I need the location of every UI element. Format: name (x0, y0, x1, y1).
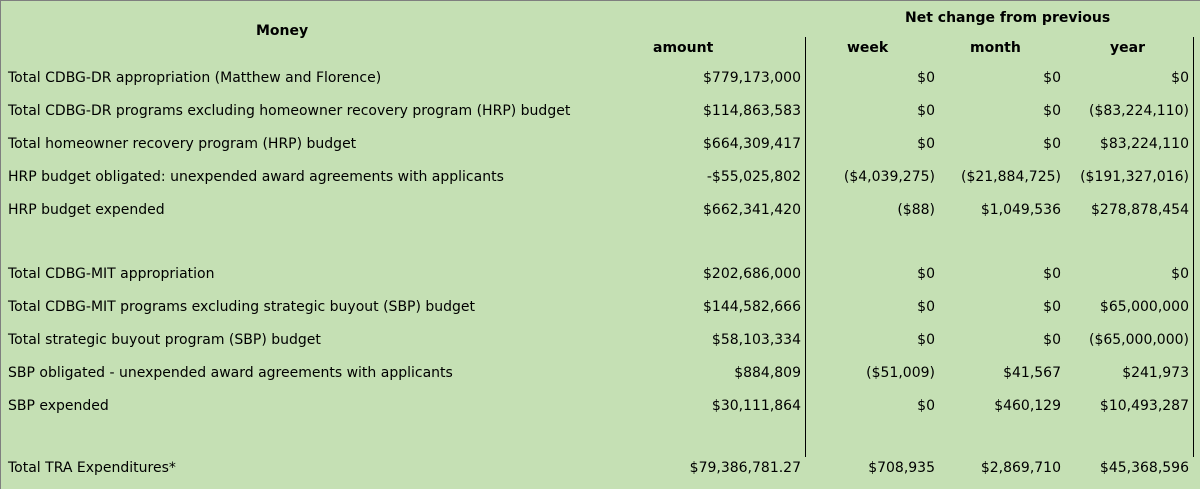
week-cell: ($51,009) (866, 365, 935, 381)
week-cell: $0 (917, 70, 935, 86)
month-cell: $0 (1043, 332, 1061, 348)
month-cell: $0 (1043, 299, 1061, 315)
week-header: week (847, 40, 889, 56)
money-header: Money (256, 23, 309, 39)
amount-cell: $144,582,666 (703, 299, 801, 315)
week-cell: ($4,039,275) (843, 169, 935, 185)
amount-cell: $779,173,000 (703, 70, 801, 86)
month-cell: $1,049,536 (980, 202, 1061, 218)
column-divider-right (1193, 37, 1194, 457)
table-row (1, 101, 1200, 121)
table-row (1, 363, 1200, 383)
column-divider-amount (805, 37, 806, 457)
table-row (1, 297, 1200, 317)
table-row (1, 68, 1200, 88)
row-label: SBP obligated - unexpended award agreements with applicants (8, 365, 453, 381)
amount-cell: $30,111,864 (711, 398, 801, 414)
year-cell: $0 (1171, 70, 1189, 86)
amount-cell: $79,386,781.27 (689, 460, 801, 476)
week-cell: $0 (917, 136, 935, 152)
row-label: HRP budget obligated: unexpended award agreements with applicants (8, 169, 504, 185)
amount-cell: $202,686,000 (703, 266, 801, 282)
table-row (1, 134, 1200, 154)
row-label: HRP budget expended (8, 202, 165, 218)
week-cell: $0 (917, 299, 935, 315)
year-cell: $278,878,454 (1091, 202, 1189, 218)
month-cell: $0 (1043, 103, 1061, 119)
net-change-header: Net change from previous (905, 10, 1111, 26)
table-row (1, 200, 1200, 220)
amount-cell: -$55,025,802 (706, 169, 801, 185)
year-cell: $65,000,000 (1099, 299, 1189, 315)
year-cell: $10,493,287 (1099, 398, 1189, 414)
year-cell: $83,224,110 (1099, 136, 1189, 152)
amount-header: amount (653, 40, 714, 56)
table-row (1, 330, 1200, 350)
week-cell: $0 (917, 103, 935, 119)
year-cell: ($191,327,016) (1080, 169, 1189, 185)
amount-cell: $662,341,420 (703, 202, 801, 218)
table-row-total (1, 458, 1200, 478)
amount-cell: $884,809 (734, 365, 801, 381)
row-label: Total TRA Expenditures* (8, 460, 176, 476)
amount-cell: $114,863,583 (703, 103, 801, 119)
month-cell: $41,567 (1003, 365, 1061, 381)
row-label: Total CDBG-MIT programs excluding strategic buyout (SBP) budget (8, 299, 476, 315)
month-header: month (970, 40, 1021, 56)
month-cell: $0 (1043, 266, 1061, 282)
row-label: Total CDBG-DR appropriation (Matthew and Florence) (8, 70, 382, 86)
week-cell: $0 (917, 398, 935, 414)
week-cell: $708,935 (868, 460, 935, 476)
table-row (1, 264, 1200, 284)
month-cell: $0 (1043, 70, 1061, 86)
month-cell: $460,129 (994, 398, 1061, 414)
table-row (1, 167, 1200, 187)
row-label: Total strategic buyout program (SBP) budget (8, 332, 321, 348)
week-cell: $0 (917, 332, 935, 348)
row-label: SBP expended (8, 398, 109, 414)
month-cell: $2,869,710 (980, 460, 1061, 476)
row-label: Total CDBG-DR programs excluding homeowner recovery program (HRP) budget (8, 103, 571, 119)
month-cell: ($21,884,725) (961, 169, 1061, 185)
amount-cell: $58,103,334 (711, 332, 801, 348)
amount-cell: $664,309,417 (703, 136, 801, 152)
week-cell: $0 (917, 266, 935, 282)
year-cell: $0 (1171, 266, 1189, 282)
month-cell: $0 (1043, 136, 1061, 152)
table-row (1, 396, 1200, 416)
year-header: year (1110, 40, 1145, 56)
year-cell: $45,368,596 (1099, 460, 1189, 476)
year-cell: ($65,000,000) (1089, 332, 1189, 348)
year-cell: $241,973 (1122, 365, 1189, 381)
week-cell: ($88) (897, 202, 935, 218)
row-label: Total CDBG-MIT appropriation (8, 266, 215, 282)
row-label: Total homeowner recovery program (HRP) budget (8, 136, 357, 152)
year-cell: ($83,224,110) (1089, 103, 1189, 119)
